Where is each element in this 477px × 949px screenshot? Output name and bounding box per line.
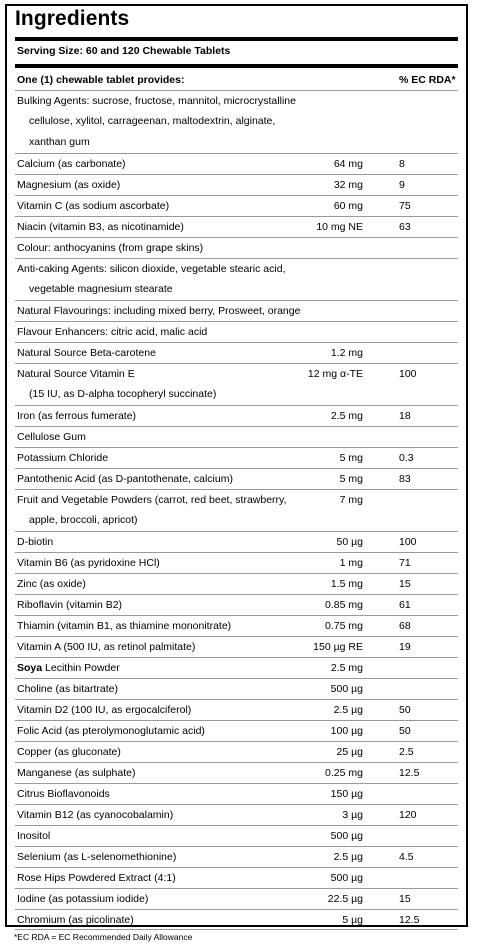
ingredient-rda: 12.5: [399, 914, 420, 926]
ingredient-amount: 1 mg: [339, 557, 363, 569]
table-header: [15, 71, 458, 90]
table-row: [15, 426, 458, 447]
table-row: [15, 405, 458, 426]
ingredient-name: Choline (as bitartrate): [17, 683, 118, 695]
ingredient-amount: 1.2 mg: [330, 347, 363, 359]
ingredient-amount: 60 mg: [333, 200, 363, 212]
ingredient-rda: 2.5: [399, 746, 414, 758]
ingredient-name: Natural Source Beta-carotene: [17, 347, 156, 359]
table-row: [15, 447, 458, 468]
ingredient-name: Zinc (as oxide): [17, 578, 86, 590]
ingredient-rda: 18: [399, 410, 411, 422]
ingredient-rda: 12.5: [399, 767, 420, 779]
ingredient-name: xanthan gum: [29, 136, 90, 148]
serving-size: Serving Size: 60 and 120 Chewable Tablets: [17, 45, 231, 57]
ingredient-rda: 61: [399, 599, 411, 611]
ingredient-rda: 15: [399, 578, 411, 590]
table-row: [15, 300, 458, 321]
table-row: [15, 867, 458, 888]
ingredient-name: Anti-caking Agents: silicon dioxide, vegetable stearic acid,: [17, 263, 286, 275]
table-row: [15, 804, 458, 825]
table-row: [15, 699, 458, 720]
table-row: [15, 594, 458, 615]
ingredient-name: Vitamin C (as sodium ascorbate): [17, 200, 170, 212]
ingredients-panel: [5, 4, 468, 927]
ingredient-name: Iodine (as potassium iodide): [17, 893, 149, 905]
table-row: [15, 825, 458, 846]
title-divider: [15, 37, 458, 41]
ingredient-amount: 500 µg: [330, 872, 363, 884]
ingredient-rda: 100: [399, 536, 417, 548]
ingredient-name: Colour: anthocyanins (from grape skins): [17, 242, 204, 254]
ingredient-amount: 0.25 mg: [325, 767, 363, 779]
ingredient-amount: 150 µg: [330, 788, 363, 800]
ingredient-name: Fruit and Vegetable Powders (carrot, red beet, strawberry,: [17, 494, 287, 506]
serving-divider: [15, 64, 458, 68]
ingredient-name: Vitamin A (500 IU, as retinol palmitate): [17, 641, 196, 653]
ingredient-rda: 100: [399, 368, 417, 380]
table-row: [15, 195, 458, 216]
ingredient-amount: 2.5 µg: [333, 704, 363, 716]
table-row: [15, 237, 458, 258]
ingredient-name: [17, 662, 120, 674]
ingredient-amount: 100 µg: [330, 725, 363, 737]
ingredient-amount: 2.5 mg: [330, 410, 363, 422]
ingredients-table: [15, 90, 458, 930]
table-row: [15, 153, 458, 174]
table-row: [15, 489, 458, 510]
table-row: [15, 741, 458, 762]
footnote: *EC RDA = EC Recommended Daily Allowance: [14, 932, 193, 942]
ingredient-name: Natural Source Vitamin E: [17, 368, 135, 380]
ingredient-name: Folic Acid (as pterolymonoglutamic acid): [17, 725, 205, 737]
ingredient-rda: 19: [399, 641, 411, 653]
ingredient-rda: 120: [399, 809, 417, 821]
ingredient-amount: 25 µg: [336, 746, 363, 758]
ingredient-name: Cellulose Gum: [17, 431, 86, 443]
ingredient-amount: 2.5 µg: [333, 851, 363, 863]
table-row: [15, 657, 458, 678]
ingredient-name: Natural Flavourings: including mixed berry, Prosweet, orange: [17, 305, 301, 317]
ingredient-amount: 5 mg: [339, 473, 363, 485]
table-row: [15, 909, 458, 930]
ingredient-rda: 8: [399, 158, 405, 170]
panel-title: Ingredients: [15, 7, 130, 30]
ingredient-rda: 63: [399, 221, 411, 233]
ingredient-name: Riboflavin (vitamin B2): [17, 599, 123, 611]
ingredient-amount: 12 mg α-TE: [307, 368, 363, 380]
ingredient-rda: 68: [399, 620, 411, 632]
table-row: [15, 342, 458, 363]
table-row: [15, 90, 458, 111]
table-row: [15, 174, 458, 195]
ingredient-rda: 9: [399, 179, 405, 191]
ingredient-amount: 10 mg NE: [316, 221, 363, 233]
table-row: [15, 258, 458, 279]
ingredient-amount: 500 µg: [330, 683, 363, 695]
ingredient-amount: 1.5 mg: [330, 578, 363, 590]
header-rda: % EC RDA*: [399, 74, 456, 86]
table-row: [15, 636, 458, 657]
ingredient-name: cellulose, xylitol, carrageenan, maltodextrin, alginate,: [29, 115, 276, 127]
table-row: [15, 321, 458, 342]
ingredient-name: Magnesium (as oxide): [17, 179, 121, 191]
table-row: [15, 783, 458, 804]
ingredient-rda: 4.5: [399, 851, 414, 863]
ingredient-rda: 50: [399, 704, 411, 716]
table-row: [15, 216, 458, 237]
ingredient-name: Pantothenic Acid (as D-pantothenate, calcium): [17, 473, 233, 485]
table-row: [15, 888, 458, 909]
table-row: [15, 132, 458, 153]
ingredient-rda: 15: [399, 893, 411, 905]
ingredient-name: vegetable magnesium stearate: [29, 283, 173, 295]
ingredient-name: Rose Hips Powdered Extract (4:1): [17, 872, 176, 884]
table-row: [15, 510, 458, 531]
ingredient-name: Flavour Enhancers: citric acid, malic acid: [17, 326, 208, 338]
ingredient-name: Manganese (as sulphate): [17, 767, 136, 779]
ingredient-name: Vitamin B6 (as pyridoxine HCl): [17, 557, 160, 569]
ingredient-amount: 50 µg: [336, 536, 363, 548]
table-row: [15, 720, 458, 741]
ingredient-amount: 5 mg: [339, 452, 363, 464]
ingredient-rda: 83: [399, 473, 411, 485]
table-row: [15, 552, 458, 573]
ingredient-allergen: Soya: [17, 662, 43, 674]
ingredient-name: Vitamin B12 (as cyanocobalamin): [17, 809, 174, 821]
ingredient-amount: 2.5 mg: [330, 662, 363, 674]
table-row: [15, 678, 458, 699]
ingredient-amount: 5 µg: [342, 914, 363, 926]
table-row: [15, 468, 458, 489]
ingredient-name: (15 IU, as D-alpha tocopheryl succinate): [29, 388, 217, 400]
table-row: [15, 111, 458, 132]
table-row: [15, 846, 458, 867]
ingredient-name: Selenium (as L-selenomethionine): [17, 851, 177, 863]
ingredient-amount: 500 µg: [330, 830, 363, 842]
ingredient-amount: 64 mg: [333, 158, 363, 170]
ingredient-name-rest: Lecithin Powder: [42, 662, 120, 674]
table-row: [15, 573, 458, 594]
table-row: [15, 363, 458, 384]
ingredient-amount: 7 mg: [339, 494, 363, 506]
ingredient-amount: 3 µg: [342, 809, 363, 821]
ingredient-name: Citrus Bioflavonoids: [17, 788, 110, 800]
ingredient-amount: 0.85 mg: [325, 599, 363, 611]
ingredient-name: Chromium (as picolinate): [17, 914, 134, 926]
table-row: [15, 531, 458, 552]
ingredient-name: D-biotin: [17, 536, 54, 548]
ingredient-rda: 71: [399, 557, 411, 569]
header-provides: One (1) chewable tablet provides:: [17, 74, 185, 86]
ingredient-amount: 0.75 mg: [325, 620, 363, 632]
ingredient-amount: 150 µg RE: [313, 641, 363, 653]
table-row: [15, 279, 458, 300]
ingredient-name: Thiamin (vitamin B1, as thiamine mononitrate): [17, 620, 232, 632]
ingredient-name: Inositol: [17, 830, 51, 842]
ingredient-name: Vitamin D2 (100 IU, as ergocalciferol): [17, 704, 192, 716]
ingredient-name: apple, broccoli, apricot): [29, 514, 138, 526]
ingredient-name: Bulking Agents: sucrose, fructose, mannitol, microcrystalline: [17, 95, 296, 107]
ingredient-name: Niacin (vitamin B3, as nicotinamide): [17, 221, 184, 233]
ingredient-name: Iron (as ferrous fumerate): [17, 410, 137, 422]
ingredient-name: Calcium (as carbonate): [17, 158, 126, 170]
ingredient-name: Copper (as gluconate): [17, 746, 121, 758]
ingredient-name: Potassium Chloride: [17, 452, 109, 464]
ingredient-rda: 50: [399, 725, 411, 737]
table-row: [15, 762, 458, 783]
ingredient-amount: 22.5 µg: [327, 893, 363, 905]
ingredient-amount: 32 mg: [333, 179, 363, 191]
table-row: [15, 615, 458, 636]
table-row: [15, 384, 458, 405]
ingredient-rda: 0.3: [399, 452, 414, 464]
ingredient-rda: 75: [399, 200, 411, 212]
